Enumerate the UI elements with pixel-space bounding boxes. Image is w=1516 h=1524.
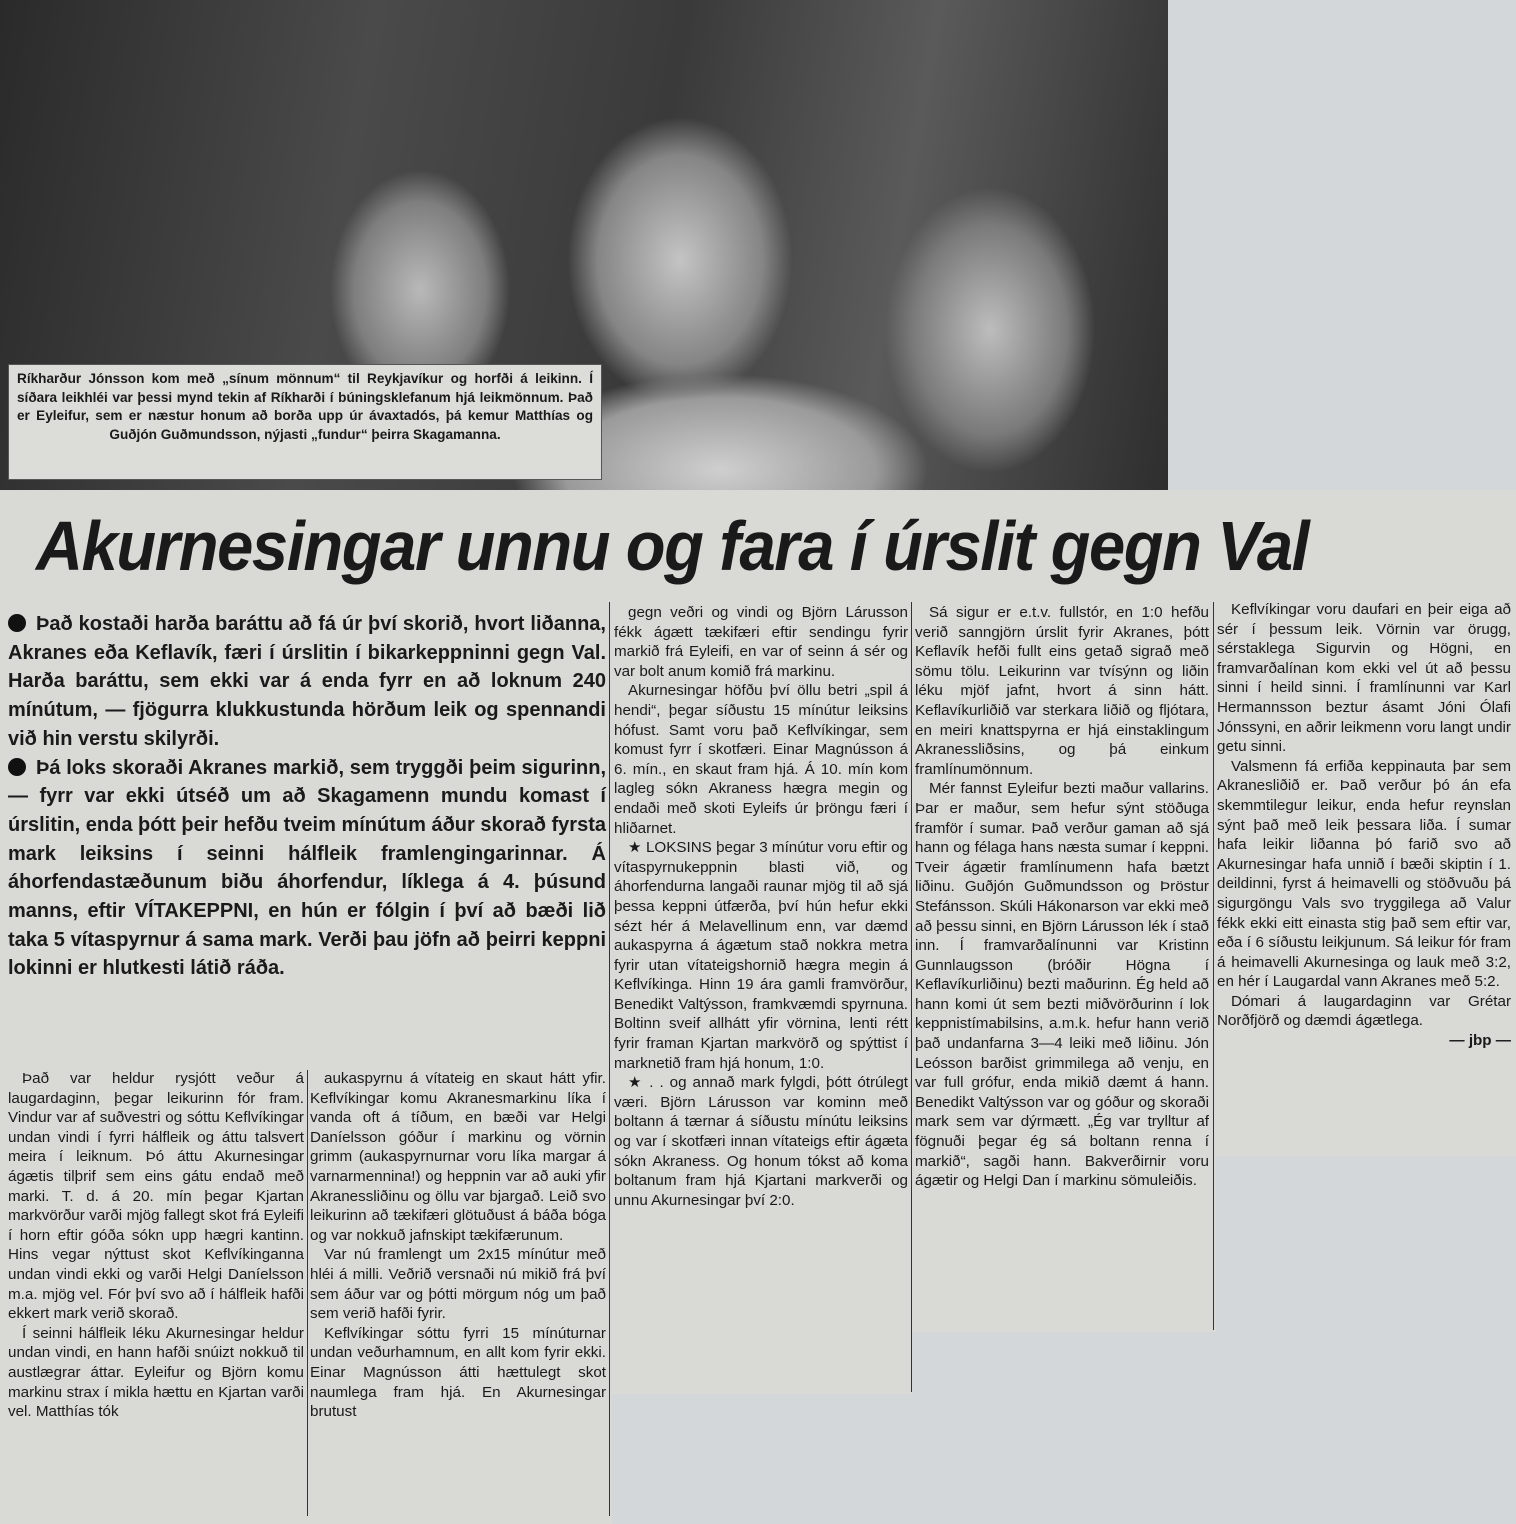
bullet-icon <box>8 614 26 632</box>
column-2 <box>310 1069 606 1422</box>
paragraph: Valsmenn fá erfiða keppinauta þar sem Akranesliðið er. Það verður þó án efa skemmtilegur leikur, enda hefur reynslan sýnt það með leik þessara liða. Í sumar hafa leikir liðanna þó farið svo að Akurnesingar hafa unnið í bæði skiptin í 1. deildinni, fyrst á heimavelli og stöðvuðu þá sigurgöngu Vals svo tryggilega að Valur fékk ekki eitt einasta stig það sem eftir var, eða í 6 síðustu leikjunum. Sá leikur fór fram á heimavelli Akurnesinga og lauk með 3:2, en hér í Laugardal vann Akranes með 5:2. <box>1217 757 1511 991</box>
column-1 <box>8 1069 304 1422</box>
paragraph: ★ . . og annað mark fylgdi, þótt ótrúlegt væri. Björn Lárusson var kominn með boltann á tærnar á síðustu mínútu leiksins og var í skotfæri innan vítateigs eftir ágæta sókn Akraness. Og honum tókst að koma boltanum fram hjá Kjartani markverði og unnu Akurnesingar því 2:0. <box>614 1074 908 1209</box>
column-rule <box>911 602 912 1392</box>
paragraph: Mér fannst Eyleifur bezti maður vallarins. Þar er maður, sem hefur sýnt stöðuga framför í sumar. Það verður gaman að sjá hann og félaga hans næsta sumar í keppni. Tveir ágætir framlínumenn hafa bætzt liðinu. Guðjón Guðmundsson og Þröstur Stefánsson. Skúli Hákonarson var ekki með að þessu sinni, en Björn Lárusson lék í stað inn. Í framvarðalínunni var Kristinn Gunnlaugsson (bróðir Högna í Keflavíkurliðinu) bezti maðurinn. Ég held að hann komi út sem bezti miðvörðurinn í lok keppnistímabilsins, a.m.k. hefur hann verið það undanfarna 3—4 leiki með liðinu. Jón Leósson barðist grimmilega að venju, en var full grófur, enda mikið dæmt á hann. Benedikt Valtýsson var og góður og skoraði mark sem var dýrmætt. „Ég var trylltur af fögnuði þegar ég sá boltann renna í markið“, sagði hann. Bakverðirnir voru ágætir og Helgi Dan í markinu sömuleiðis. <box>915 780 1209 1190</box>
paragraph: ★ LOKSINS þegar 3 mínútur voru eftir og vítaspyrnukeppnin blasti við, og áhorfendurna langaði raunar mjög til að sjá þessa keppni útfærða, því hún hefur ekki sézt hér á Melavellinum enn, var dæmd aukaspyrna á ágætum stað nokkra metra fyrir utan vítateigshornið hægra megin á Keflvíkinga. Hinn 19 ára gamli framvörður, Benedikt Valtýsson, framkvæmdi spyrnuna. Boltinn sveif allhátt yfir vörnina, lenti rétt fyrir framan Kjartan markvörð og spýttist í marknetið fram hjá honum, 1:0. <box>614 839 908 1072</box>
column-rule <box>609 602 610 1516</box>
paragraph: Var nú framlengt um 2x15 mínútur með hléi á milli. Veðrið versnaði nú mikið frá því sem áður var og þótti mörgum nóg um það sem verið hafði fyrir. <box>310 1246 606 1323</box>
column-3 <box>614 603 908 1210</box>
column-rule <box>307 1070 308 1516</box>
paragraph: aukaspyrnu á vítateig en skaut hátt yfir. Keflvíkingar komu Akranesmarkinu líka í vanda oft á tíðum, en bæði var Helgi Daníelsson góður í markinu og vörnin grimm (aukaspyrnurnar voru líka margar á varnarmennina!) og heppnin var að auki yfir Akranessliðinu og öllu var bjargað. Leið svo leikurinn að tækifæri glötuðust á báða bóga og var nokkuð jafnskipt tækifærunum. <box>310 1070 606 1244</box>
photo-caption: Ríkharður Jónsson kom með „sínum mönnum“ til Reykjavíkur og horfði á leikinn. Í síðara leikhléi var þessi mynd tekin af Ríkharði í búningsklefanum hjá leikmönnum. Það er Eyleifur, sem er næstur honum að borða upp úr ávaxtadós, þá kemur Matthías og Guðjón Guðmundsson, nýjasti „fundur“ þeirra Skagamanna. <box>8 364 602 480</box>
lead-paragraph: Það kostaði harða baráttu að fá úr því skorið, hvort liðanna, Akranes eða Keflavík, færi í úrslitin í bikarkeppninni gegn Val. Harða baráttu, sem ekki var á enda fyrr en að loknum 240 mínútum, — fjögurra klukkustunda hörðum leik og spennandi við hin verstu skilyrði. <box>8 613 606 750</box>
paragraph: Keflvíkingar sóttu fyrri 15 mínúturnar undan veðurhamnum, en allt kom fyrir ekki. Einar Magnússon átti hættulegt skot naumlega fram hjá. En Akurnesingar brutust <box>310 1324 606 1421</box>
column-rule <box>1213 602 1214 1330</box>
lead-paragraph: Þá loks skoraði Akranes markið, sem tryggði þeim sigurinn, — fyrr var ekki útséð um að Skagamenn mundu komast í úrslitin, enda þótt þeir hefðu tveim mínútum áður skorað fyrsta mark leiksins í seinni hálfleik framlengingarinnar. Á áhorfendastæðunum biðu áhorfendur, líklega á 4. þúsund manns, eftir VÍTAKEPPNI, en hún er fólgin í því að bæði lið taka 5 vítaspyrnur á sama mark. Verði þau jöfn að þeirri keppni lokinni er hlutkesti látið ráða. <box>8 756 606 980</box>
news-photo <box>0 0 1168 490</box>
byline: — jbp — <box>1449 1032 1511 1050</box>
bullet-icon <box>8 758 26 776</box>
paragraph: gegn veðri og vindi og Björn Lárusson fékk ágætt tækifæri eftir sendingu fyrir markið frá Eyleifi, en var of seinn á sér og var bolt anum komið frá markinu. <box>614 604 908 680</box>
paragraph: Sá sigur er e.t.v. fullstór, en 1:0 hefðu verið sanngjörn úrslit fyrir Akranes, þótt Keflavík hefði fullt eins getað sigrað með sömu tölu. Leikurinn var tvísýnn og liðin léku mjöf jafnt, hvort á sinn hátt. Keflavíkurliðið var sterkara liðið og fljótara, en meiri knattspyrna er hjá einstaklingum Akranessliðsins, og þá einkum framlínumönnum. <box>915 604 1209 778</box>
paragraph: Í seinni hálfleik léku Akurnesingar heldur undan vindi, en hann hafði snúizt nokkuð til austlægrar áttar. Eyleifur og Björn komu markinu strax í mikla hættu en Kjartan varði vel. Matthías tók <box>8 1324 304 1421</box>
headline: Akurnesingar unnu og fara í úrslit gegn Val <box>36 507 1309 585</box>
paragraph: Akurnesingar höfðu því öllu betri „spil á hendi“, þegar síðustu 15 mínútur leiksins hófust. Samt voru það Keflvíkingar, sem komust fyrr í skotfæri. Einar Magnússon á 6. mín., en skaut fram hjá. Á 10. mín kom laglеg sókn Akraness hægra megin og endaði með skoti Eyleifs úr þröngu færi í hliðarnet. <box>614 682 908 837</box>
paragraph: Dómari á laugardaginn var Grétar Norðfjörð og dæmdi ágætlega. <box>1217 992 1511 1030</box>
paragraph: Það var heldur rysjótt veður á laugardaginn, þegar leikurinn fór fram. Vindur var af suðvestri og sóttu Keflvíkingar undan vindi í fyrri hálfleik og áttu talsvert meira í leiknum. Þó áttu Akurnesingar ágætis tilþrif sem eins gátu endað með marki. T. d. á 20. mín þegar Kjartan markvörður varði mjög fallegt skot frá Eyleifi í horn eftir góða sókn upp hægri kantinn. Hins vegar nýttust skot Keflvíkinganna undan vindi ekki og varði Helgi Daníelsson m.a. mjög vel. Fór því svo að í hálfleik hafði ekkert mark verið skorað. <box>8 1070 304 1323</box>
column-5 <box>1217 600 1511 1051</box>
column-4 <box>915 603 1209 1191</box>
lead-paragraphs <box>8 610 606 983</box>
paragraph: Keflvíkingar voru daufari en þeir eiga að sér í þessum leik. Vörnin var örugg, sérstaklega Sigurvin og Högni, en framvarðalínan kom ekki vel út að þessu sinni í heild sinni. Í framlínunni var Karl Hermannsson beztur ásamt Jóni Ólafi Jónssyni, en aðrir leikmenn voru langt undir getu sinni. <box>1217 601 1511 756</box>
